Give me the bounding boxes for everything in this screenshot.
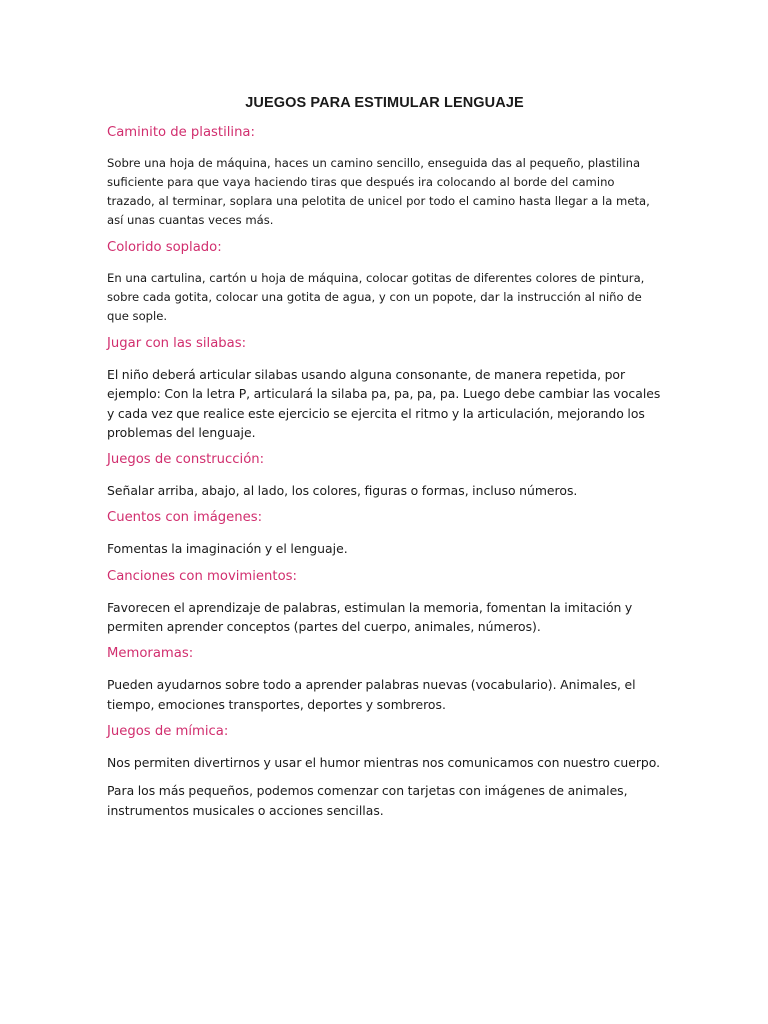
document-title: JUEGOS PARA ESTIMULAR LENGUAJE — [245, 95, 524, 111]
section-caminito-de-plastilina — [107, 124, 662, 230]
section-paragraph: Favorecen el aprendizaje de palabras, estimulan la memoria, fomentan la imitación y permiten aprender conceptos (partes del cuerpo, animales, números). — [107, 599, 633, 635]
section-heading: Colorido soplado: — [107, 240, 222, 255]
section-heading: Jugar con las silabas: — [107, 336, 247, 351]
section-juegos-de-construccion — [107, 451, 662, 500]
section-memoramas — [107, 645, 662, 714]
section-paragraph: Para los más pequeños, podemos comenzar con tarjetas con imágenes de animales, instrumentos musicales o acciones sencillas. — [107, 783, 628, 818]
section-paragraph: Nos permiten divertirnos y usar el humor mientras nos comunicamos con nuestro cuerpo. — [107, 754, 661, 770]
section-paragraph: El niño deberá articular silabas usando alguna consonante, de manera repetida, por ejemplo: Con la letra P, articulará la silaba pa, pa, pa, pa. Luego debe cambiar las vocales y cada vez que realice este ejercicio se ejercita el ritmo y la articulación, mejorando los problemas del lenguaje. — [107, 367, 661, 440]
section-heading: Juegos de mímica: — [107, 723, 229, 739]
section-paragraph: En una cartulina, cartón u hoja de máquina, colocar gotitas de diferentes colores de pintura, sobre cada gotita, colocar una gotita de agua, y con un popote, dar la instrucción al niño de que sople. — [107, 271, 645, 323]
section-juegos-de-mimica — [107, 723, 662, 820]
section-heading: Caminito de plastilina: — [107, 125, 255, 140]
section-heading: Cuentos con imágenes: — [107, 510, 263, 526]
section-cuentos-con-imagenes — [107, 509, 662, 558]
section-paragraph: Sobre una hoja de máquina, haces un camino sencillo, enseguida das al pequeño, plastilina suficiente para que vaya haciendo tiras que después ira colocando al borde del camino trazado, al terminar, soplara una pelotita de unicel por todo el camino hasta llegar a la meta, así unas cuantas veces más. — [107, 156, 650, 227]
section-colorido-soplado — [107, 239, 662, 326]
section-heading: Memoramas: — [107, 646, 194, 662]
section-heading: Juegos de construcción: — [107, 452, 265, 468]
section-heading: Canciones con movimientos: — [107, 568, 297, 584]
section-canciones-con-movimientos — [107, 568, 662, 637]
section-paragraph: Pueden ayudarnos sobre todo a aprender palabras nuevas (vocabulario). Animales, el tiempo, emociones transportes, deportes y sombreros. — [107, 677, 636, 712]
section-jugar-con-las-silabas — [107, 335, 662, 442]
section-paragraph: Fomentas la imaginación y el lenguaje. — [107, 541, 348, 557]
section-paragraph: Señalar arriba, abajo, al lado, los colores, figuras o formas, incluso números. — [107, 483, 578, 499]
